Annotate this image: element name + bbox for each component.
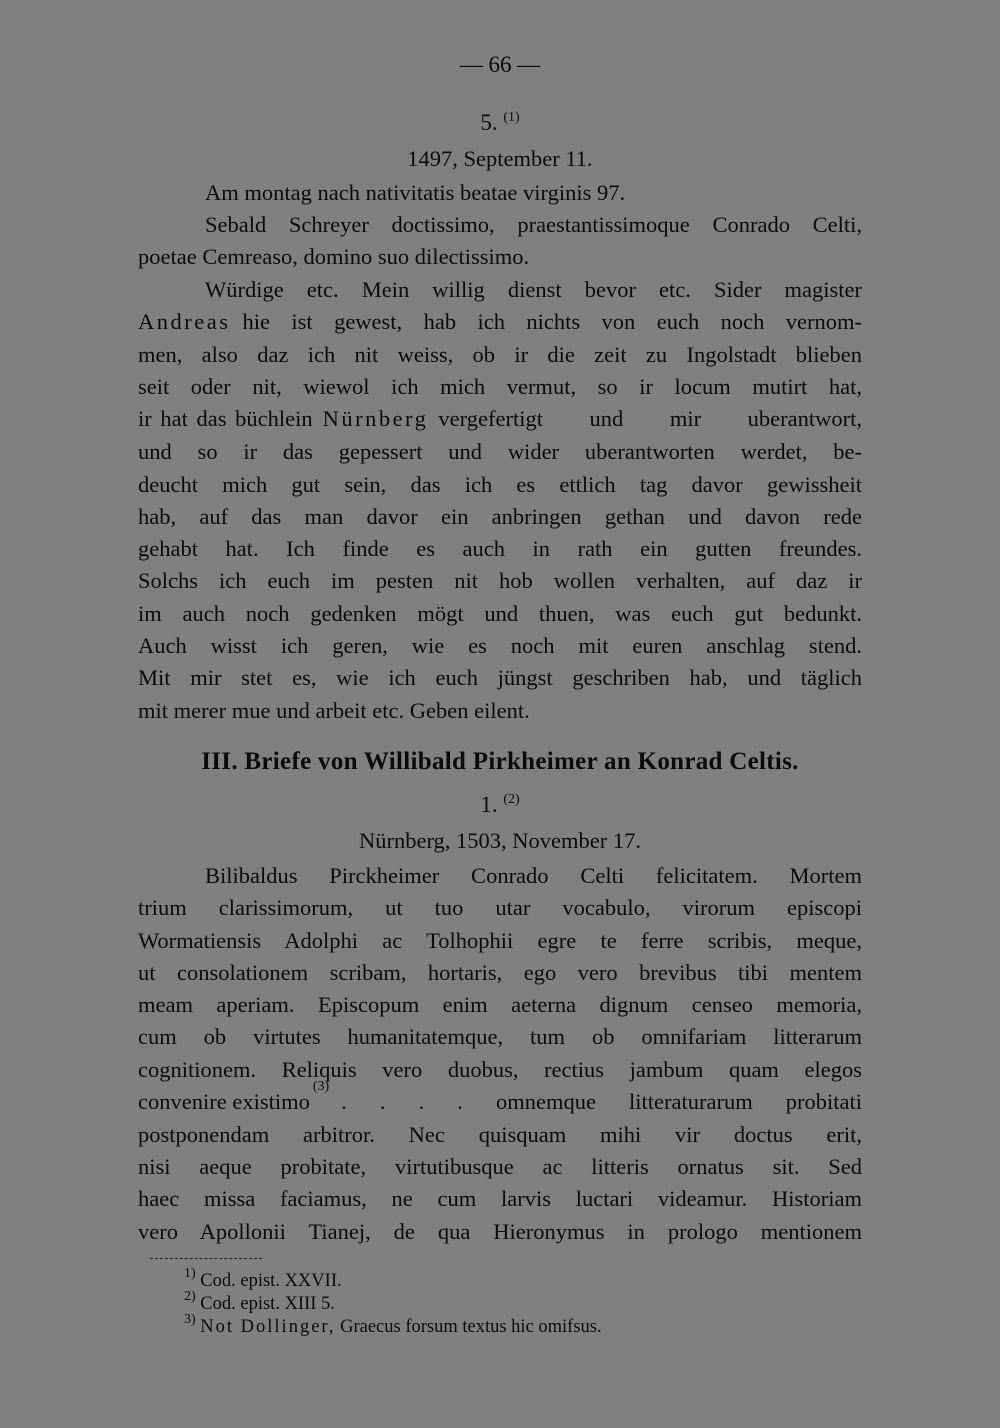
text-line: im auch noch gedenken mögt und thuen, was euch gut bedunkt. [138, 601, 862, 626]
footnote-mark: 2) [184, 1289, 196, 1304]
text-line: Bilibaldus Pirckheimer Conrado Celti felicitatem. Mortem [205, 863, 862, 888]
text-line: Auch wisst ich geren, wie es noch mit euren anschlag stend. [138, 633, 862, 658]
footnote-ref: (2) [503, 792, 520, 807]
text-line: Solchs ich euch im pesten nit hob wollen verhalten, auf daz ir [138, 568, 862, 593]
name-spaced: Andreas [138, 309, 231, 334]
letter-number-text: 5. [480, 110, 498, 135]
text-line: cognitionem. Reliquis vero duobus, rectius jambum quam elegos [138, 1057, 862, 1082]
footnote-text: Cod. epist. XIII 5. [200, 1294, 335, 1314]
footnote-text: Cod. epist. XXVII. [200, 1271, 342, 1291]
letter-number [138, 108, 862, 138]
text-line: postponendam arbitror. Nec quisquam mihi vir doctus erit, [138, 1122, 862, 1147]
text-line: poetae Cemreaso, domino suo dilectissimo. [138, 244, 530, 269]
page-number: — 66 — [459, 52, 541, 77]
text-line: haec missa faciamus, ne cum larvis luctari videamur. Historiam [138, 1186, 862, 1211]
text-fragment: . . . . omnemque litteraturarum probitati [341, 1089, 862, 1114]
footnote [184, 1266, 342, 1292]
letter-number [138, 790, 862, 820]
text-fragment: vergefertigt und mir uberantwort, [438, 406, 862, 431]
text-line: Mit mir stet es, wie ich euch jüngst geschriben hab, und täglich [138, 665, 862, 690]
text-line: vero Apollonii Tianej, de qua Hieronymus in prologo mentionem [138, 1219, 862, 1244]
footnote-mark: 3) [184, 1312, 196, 1327]
text-fragment: convenire existimo [138, 1089, 310, 1114]
footnote-divider [150, 1258, 262, 1259]
text-line: cum ob virtutes humanitatemque, tum ob omnifariam litterarum [138, 1024, 862, 1049]
text-line: hab, auf das man davor ein anbringen gethan und davon rede [138, 504, 862, 529]
text-line: men, also daz ich nit weiss, ob ir die zeit zu Ingolstadt blieben [138, 342, 862, 367]
text-line: trium clarissimorum, ut tuo utar vocabulo, virorum episcopi [138, 895, 862, 920]
text-line [138, 307, 862, 337]
footnote-ref: (1) [503, 110, 520, 125]
footnote-mark: 1) [184, 1266, 196, 1281]
dateline: Nürnberg, 1503, November 17. [358, 828, 642, 853]
text-line: Wormatiensis Adolphi ac Tolhophii egre te ferre scribis, meque, [138, 928, 862, 953]
name-spaced: Nürnberg [322, 406, 429, 431]
text-fragment: hie ist gewest, hab ich nichts von euch noch vernom- [242, 309, 862, 334]
text-line [138, 1079, 862, 1117]
text-line: meam aperiam. Episcopum enim aeterna dignum censeo memoria, [138, 992, 862, 1017]
text-line: nisi aeque probitate, virtutibusque ac litteris ornatus sit. Sed [138, 1154, 862, 1179]
text-line: ut consolationem scribam, hortaris, ego vero brevibus tibi mentem [138, 960, 862, 985]
text-line: seit oder nit, wiewol ich mich vermut, so ir locum mutirt hat, [138, 374, 862, 399]
footnote-text: Graecus forsum textus hic omifsus. [340, 1317, 602, 1337]
text-line: deucht mich gut sein, das ich es ettlich tag davor gewissheit [138, 472, 862, 497]
text-line [138, 404, 862, 434]
text-line: Sebald Schreyer doctissimo, praestantissimoque Conrado Celti, [205, 212, 862, 237]
dateline: 1497, September 11. [407, 146, 593, 171]
footnote-ref: (3) [312, 1079, 330, 1094]
footnote [184, 1312, 602, 1338]
footnote-name: Not Dollinger, [200, 1317, 336, 1337]
text-line: Würdige etc. Mein willig dienst bevor etc. Sider magister [205, 277, 862, 302]
letter-number-text: 1. [480, 792, 498, 817]
footnote [184, 1289, 335, 1315]
section-heading: III. Briefe von Willibald Pirkheimer an Konrad Celtis. [201, 748, 799, 775]
text-fragment: ir hat das büchlein [138, 406, 313, 431]
text-line: mit merer mue und arbeit etc. Geben eilent. [138, 698, 530, 723]
text-line: Am montag nach nativitatis beatae virginis 97. [205, 180, 626, 205]
text-line: gehabt hat. Ich finde es auch in rath ein gutten freundes. [138, 536, 862, 561]
text-line: und so ir das gepessert und wider uberantworten werdet, be- [138, 439, 862, 464]
